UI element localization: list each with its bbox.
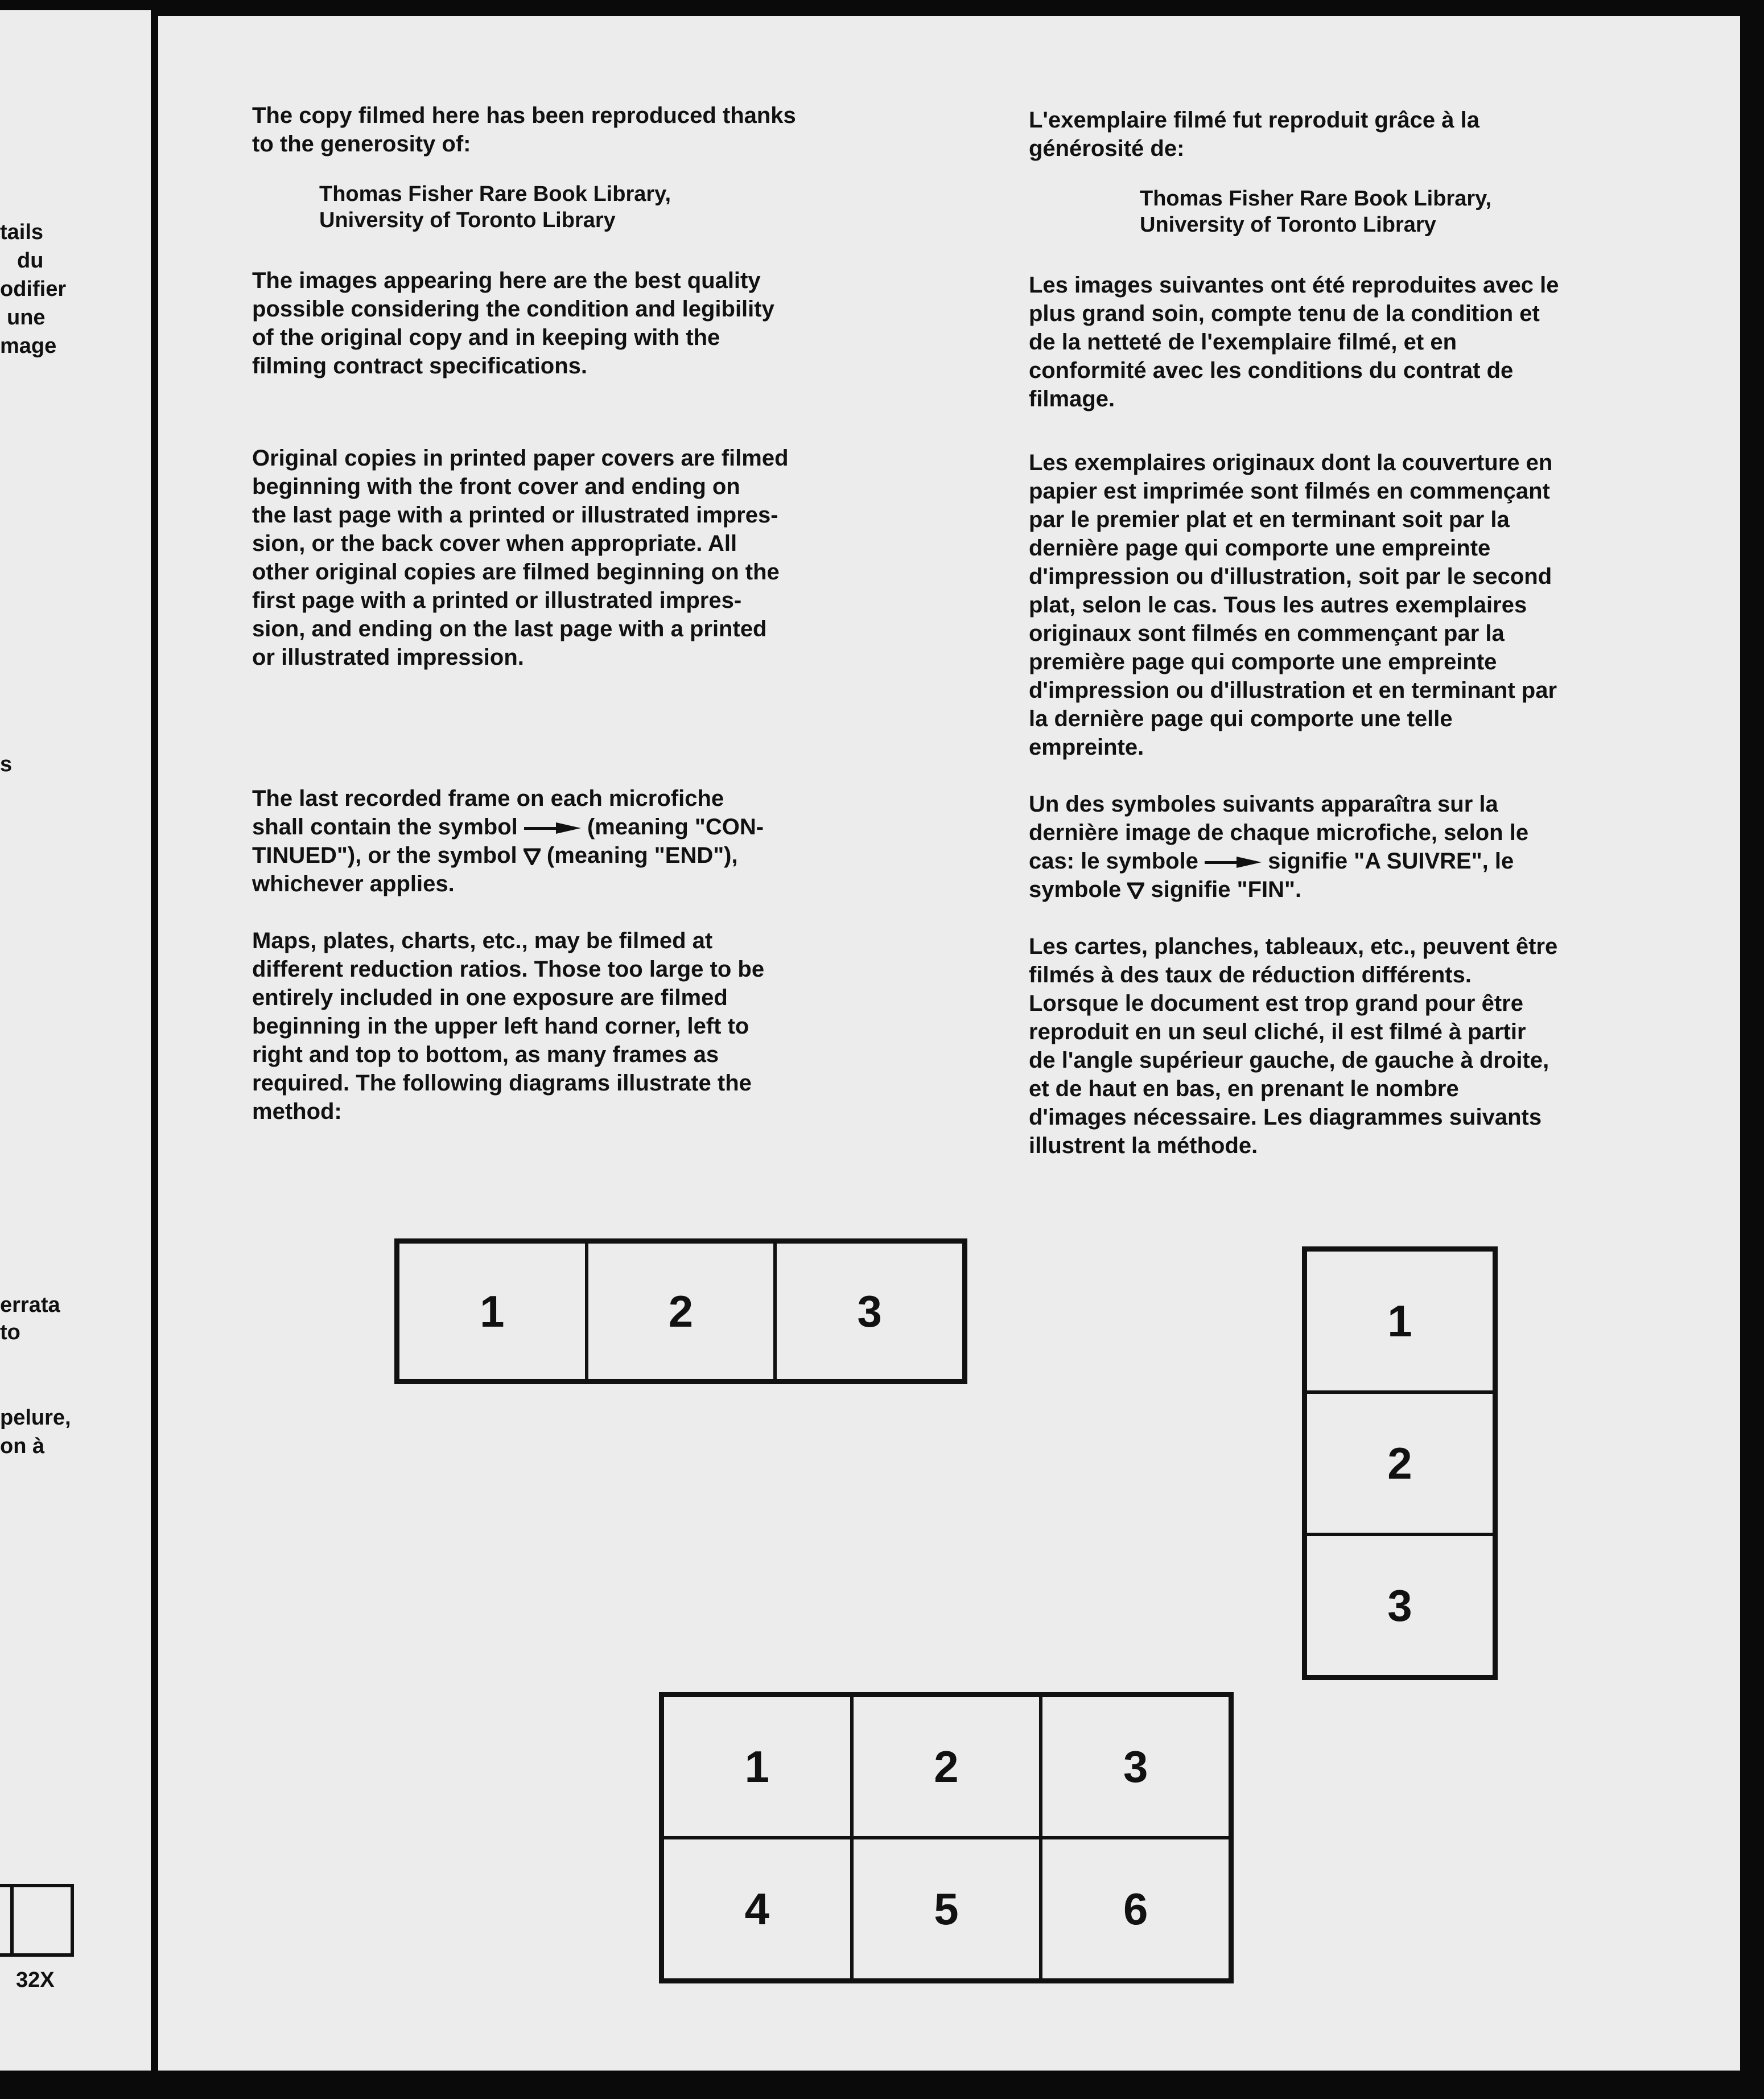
text-line: different reduction ratios. Those too large to be bbox=[252, 957, 765, 982]
continued-arrow-icon bbox=[1205, 855, 1262, 870]
diagram-cell: 4 bbox=[662, 1838, 852, 1980]
text-line: symbole signifie "FIN". bbox=[1029, 877, 1302, 902]
text-line: TINUED"), or the symbol (meaning "END"), bbox=[252, 843, 738, 868]
left-fragment: s bbox=[0, 752, 13, 776]
diagram-vertical-strip bbox=[1302, 1246, 1498, 1680]
end-triangle-icon bbox=[1127, 882, 1144, 899]
text-line: conformité avec les conditions du contrat de bbox=[1029, 358, 1514, 383]
text-line: Original copies in printed paper covers are filmed bbox=[252, 446, 789, 471]
continued-arrow-icon bbox=[524, 821, 581, 836]
text-line: Maps, plates, charts, etc., may be filmed at bbox=[252, 928, 713, 953]
english-column bbox=[252, 101, 796, 1126]
text-line: Thomas Fisher Rare Book Library, bbox=[1140, 187, 1492, 211]
text-line: dernière image de chaque microfiche, selon le bbox=[1029, 820, 1529, 845]
text-line: plat, selon le cas. Tous les autres exemplaires bbox=[1029, 592, 1527, 618]
text-line: beginning with the front cover and ending on bbox=[252, 474, 740, 499]
text-line: Un des symboles suivants apparaîtra sur la bbox=[1029, 792, 1498, 817]
text-line: illustrent la méthode. bbox=[1029, 1133, 1258, 1158]
diagram-cell: 1 bbox=[398, 1242, 587, 1381]
left-fragment: on à bbox=[0, 1434, 45, 1458]
text-line: the last page with a printed or illustrated impres- bbox=[252, 503, 778, 528]
text-line: filmés à des taux de réduction différents. bbox=[1029, 962, 1472, 987]
text-line: dernière page qui comporte une empreinte bbox=[1029, 536, 1491, 561]
text-line: cas: le symbole signifie "A SUIVRE", le bbox=[1029, 849, 1514, 874]
diagram-cell: 5 bbox=[852, 1838, 1041, 1980]
left-fragment: une bbox=[7, 306, 46, 330]
left-fragment: to bbox=[0, 1320, 20, 1344]
text-line: filmage. bbox=[1029, 386, 1115, 411]
text-line: originaux sont filmés en commençant par la bbox=[1029, 621, 1505, 646]
text-line: d'impression ou d'illustration et en terminant par bbox=[1029, 678, 1557, 703]
text-line: sion, or the back cover when appropriate. All bbox=[252, 531, 737, 556]
left-fragment: du bbox=[17, 249, 44, 273]
text-line: d'impression ou d'illustration, soit par le second bbox=[1029, 564, 1552, 589]
left-fragment: pelure, bbox=[0, 1406, 71, 1430]
text-line: to the generosity of: bbox=[252, 131, 471, 157]
text-line: required. The following diagrams illustrate the bbox=[252, 1071, 752, 1096]
text-line: générosité de: bbox=[1029, 136, 1185, 161]
text-line: première page qui comporte une empreinte bbox=[1029, 649, 1497, 674]
text-line: Thomas Fisher Rare Book Library, bbox=[319, 182, 671, 206]
diagram-horizontal-strip bbox=[394, 1238, 967, 1384]
text-line: first page with a printed or illustrated impres- bbox=[252, 588, 742, 613]
text-line: right and top to bottom, as many frames as bbox=[252, 1042, 719, 1067]
text-line: The copy filmed here has been reproduced thanks bbox=[252, 103, 796, 128]
text-line: possible considering the condition and legibility bbox=[252, 297, 774, 322]
text-line: par le premier plat et en terminant soit par la bbox=[1029, 507, 1510, 532]
text-line: The images appearing here are the best quality bbox=[252, 268, 761, 293]
text-line: University of Toronto Library bbox=[319, 208, 616, 232]
text-line: entirely included in one exposure are filmed bbox=[252, 985, 728, 1010]
french-column bbox=[1029, 106, 1559, 1160]
diagram-cell: 1 bbox=[1305, 1250, 1494, 1392]
diagram-grid bbox=[659, 1692, 1234, 1983]
diagram-cell: 3 bbox=[1305, 1534, 1494, 1677]
diagram-cell: 2 bbox=[587, 1242, 776, 1381]
diagram-cell: 2 bbox=[1305, 1392, 1494, 1534]
document-page bbox=[158, 16, 1740, 2071]
library-credit bbox=[1029, 186, 1559, 238]
text-line: et de haut en bas, en prenant le nombre bbox=[1029, 1076, 1459, 1101]
diagram-cell: 1 bbox=[662, 1695, 852, 1838]
text-line: Les cartes, planches, tableaux, etc., peuvent être bbox=[1029, 934, 1558, 959]
text-line: d'images nécessaire. Les diagrammes suivants bbox=[1029, 1105, 1542, 1130]
text-line: or illustrated impression. bbox=[252, 645, 524, 670]
text-line: University of Toronto Library bbox=[1140, 213, 1436, 237]
text-line: filming contract specifications. bbox=[252, 353, 588, 378]
text-line: la dernière page qui comporte une telle bbox=[1029, 706, 1453, 731]
text-line: shall contain the symbol (meaning "CON- bbox=[252, 814, 764, 839]
diagram-cell: 3 bbox=[1041, 1695, 1230, 1838]
library-credit bbox=[252, 181, 796, 233]
text-line: other original copies are filmed beginning on the bbox=[252, 559, 780, 585]
text-line: Les images suivantes ont été reproduites avec le bbox=[1029, 273, 1559, 298]
left-fragment: mage bbox=[0, 334, 57, 358]
text-line: de l'angle supérieur gauche, de gauche à droite, bbox=[1029, 1048, 1549, 1073]
adjacent-page-strip bbox=[0, 10, 151, 2071]
text-line: whichever applies. bbox=[252, 871, 455, 896]
text-line: method: bbox=[252, 1099, 342, 1124]
left-fragment: odifier bbox=[0, 277, 67, 301]
text-line: The last recorded frame on each microfiche bbox=[252, 786, 724, 811]
text-line: beginning in the upper left hand corner, left to bbox=[252, 1014, 749, 1039]
text-line: papier est imprimée sont filmés en commençant bbox=[1029, 479, 1550, 504]
left-fragment: errata bbox=[0, 1293, 60, 1317]
text-line: sion, and ending on the last page with a printed bbox=[252, 616, 767, 641]
text-line: reproduit en un seul cliché, il est filmé à partir bbox=[1029, 1019, 1526, 1044]
text-line: de la netteté de l'exemplaire filmé, et en bbox=[1029, 330, 1457, 355]
text-line: L'exemplaire filmé fut reproduit grâce à la bbox=[1029, 108, 1479, 133]
diagram-cell: 6 bbox=[1041, 1838, 1230, 1980]
end-triangle-icon bbox=[524, 848, 541, 865]
diagram-cell: 2 bbox=[852, 1695, 1041, 1838]
reduction-scale-label: 32X bbox=[16, 1968, 55, 1992]
text-line: empreinte. bbox=[1029, 735, 1144, 760]
resolution-target-box bbox=[0, 1884, 74, 1957]
diagram-cell: 3 bbox=[775, 1242, 964, 1381]
text-line: plus grand soin, compte tenu de la condition et bbox=[1029, 301, 1540, 326]
text-line: Les exemplaires originaux dont la couverture en bbox=[1029, 450, 1553, 475]
left-fragment: tails bbox=[0, 220, 44, 244]
text-line: Lorsque le document est trop grand pour être bbox=[1029, 991, 1523, 1016]
text-line: of the original copy and in keeping with the bbox=[252, 325, 720, 350]
